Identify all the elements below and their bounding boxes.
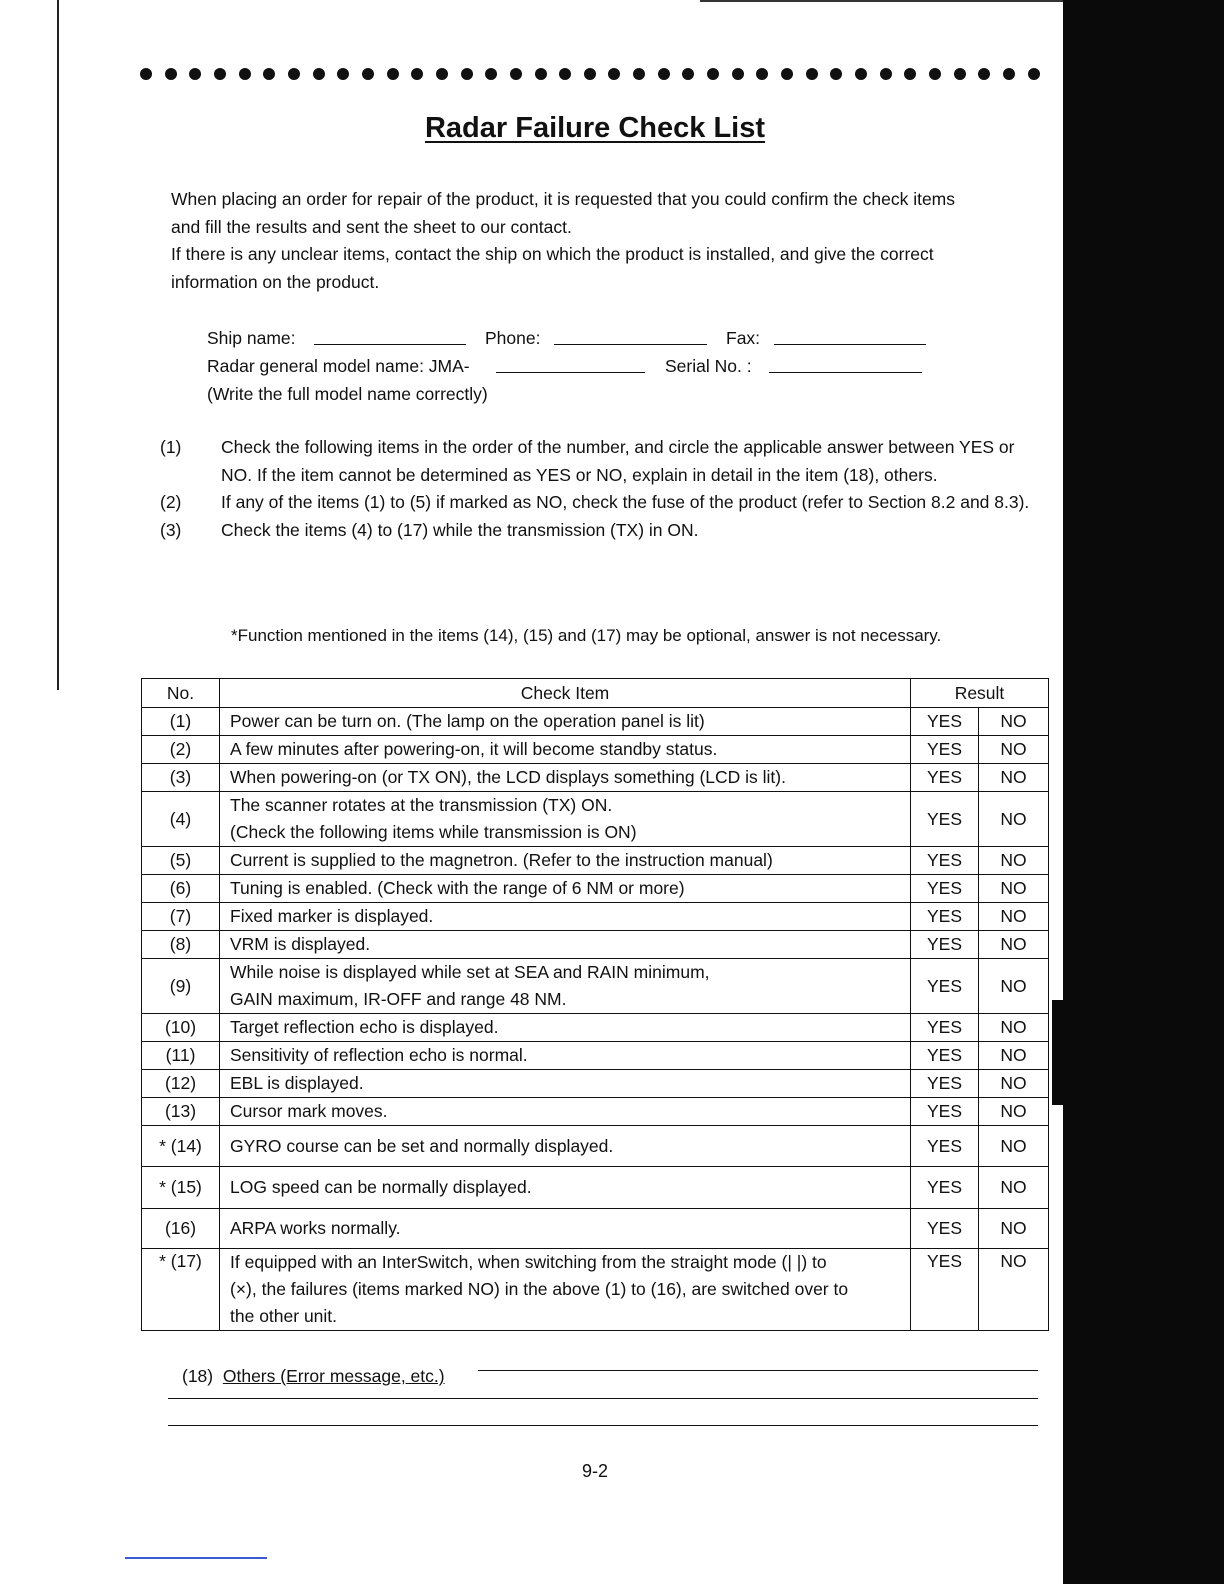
- check-item-line: (Check the following items while transmission is ON): [230, 822, 637, 842]
- check-item-line: VRM is displayed.: [230, 934, 371, 954]
- divider-dot: [461, 68, 473, 80]
- check-item-text: [220, 764, 911, 792]
- divider-dot: [189, 68, 201, 80]
- check-item-line: If equipped with an InterSwitch, when switching from the straight mode (| |) to: [230, 1252, 827, 1272]
- divider-dot: [830, 68, 842, 80]
- check-item-text: [220, 847, 911, 875]
- check-item-line: Cursor mark moves.: [230, 1101, 388, 1121]
- check-item-text: [220, 1042, 911, 1070]
- table-row: [142, 1209, 1049, 1249]
- result-no[interactable]: NO: [979, 1209, 1049, 1249]
- divider-dot: [855, 68, 867, 80]
- serial-no-field[interactable]: [769, 372, 922, 373]
- row-number: (5): [142, 847, 220, 875]
- scan-left-edge: [57, 0, 59, 690]
- ship-name-label: Ship name:: [207, 328, 296, 348]
- result-no[interactable]: NO: [979, 736, 1049, 764]
- check-item-text: [220, 1249, 911, 1331]
- page-number: 9-2: [581, 1461, 608, 1481]
- check-item-text: [220, 959, 911, 1014]
- table-row: [142, 847, 1049, 875]
- row-number: (10): [142, 1014, 220, 1042]
- divider-dot: [707, 68, 719, 80]
- check-item-line: GAIN maximum, IR-OFF and range 48 NM.: [230, 989, 567, 1009]
- result-yes[interactable]: YES: [911, 708, 979, 736]
- divider-dot: [411, 68, 423, 80]
- check-item-text: [220, 708, 911, 736]
- row-number: (13): [142, 1098, 220, 1126]
- scan-bottom-mark: [125, 1557, 267, 1559]
- step-text: Check the following items in the order of the number, and circle the applicable answer between YES or NO. If the item cannot be determined as YES or NO, explain in detail in the item (18), others.: [221, 437, 1015, 485]
- check-item-line: The scanner rotates at the transmission (TX) ON.: [230, 795, 613, 815]
- divider-dot: [510, 68, 522, 80]
- result-no[interactable]: NO: [979, 903, 1049, 931]
- result-no[interactable]: NO: [979, 1249, 1049, 1331]
- result-yes[interactable]: YES: [911, 1042, 979, 1070]
- row-number: (8): [142, 931, 220, 959]
- result-yes[interactable]: YES: [911, 1209, 979, 1249]
- divider-dot: [682, 68, 694, 80]
- optional-note: *Function mentioned in the items (14), (15) and (17) may be optional, answer is not necessary.: [231, 626, 942, 645]
- row-number: (16): [142, 1209, 220, 1249]
- step-text: If any of the items (1) to (5) if marked as NO, check the fuse of the product (refer to Section 8.2 and 8.3).: [221, 492, 1030, 512]
- step-item: [160, 517, 1040, 545]
- result-no[interactable]: NO: [979, 959, 1049, 1014]
- scan-margin-band: [1063, 0, 1224, 1584]
- result-yes[interactable]: YES: [911, 1070, 979, 1098]
- result-yes[interactable]: YES: [911, 959, 979, 1014]
- divider-dot: [658, 68, 670, 80]
- divider-dot: [954, 68, 966, 80]
- row-number: (12): [142, 1070, 220, 1098]
- divider-dot: [485, 68, 497, 80]
- divider-dot: [337, 68, 349, 80]
- check-item-text: [220, 1098, 911, 1126]
- result-yes[interactable]: YES: [911, 1014, 979, 1042]
- step-number: (3): [160, 519, 182, 540]
- divider-dot: [214, 68, 226, 80]
- check-item-line: LOG speed can be normally displayed.: [230, 1177, 532, 1197]
- others-answer-line[interactable]: [168, 1424, 1038, 1426]
- check-item-line: GYRO course can be set and normally displayed.: [230, 1135, 614, 1156]
- instruction-steps: [160, 434, 1040, 544]
- check-item-line: ARPA works normally.: [230, 1218, 401, 1238]
- result-no[interactable]: NO: [979, 764, 1049, 792]
- divider-dot: [608, 68, 620, 80]
- divider-dot: [559, 68, 571, 80]
- check-item-text: [220, 1167, 911, 1209]
- result-no[interactable]: NO: [979, 708, 1049, 736]
- divider-dot: [806, 68, 818, 80]
- check-item-text: [220, 1209, 911, 1249]
- check-item-line: Target reflection echo is displayed.: [230, 1017, 499, 1037]
- check-item-text: [220, 1070, 911, 1098]
- check-item-text: [220, 931, 911, 959]
- step-item: [160, 434, 1040, 489]
- result-no[interactable]: NO: [979, 1042, 1049, 1070]
- others-answer-line[interactable]: [168, 1397, 1038, 1399]
- others-number: (18): [182, 1366, 214, 1386]
- fax-label: Fax:: [726, 328, 761, 348]
- table-row: [142, 903, 1049, 931]
- table-row: [142, 736, 1049, 764]
- phone-field[interactable]: [554, 344, 707, 345]
- divider-dot: [732, 68, 744, 80]
- divider-dot: [165, 68, 177, 80]
- divider-dot: [781, 68, 793, 80]
- divider-dot: [756, 68, 768, 80]
- check-item-line: When powering-on (or TX ON), the LCD displays something (LCD is lit).: [230, 767, 786, 787]
- divider-dot: [633, 68, 645, 80]
- result-no[interactable]: NO: [979, 1167, 1049, 1209]
- table-row: [142, 959, 1049, 1014]
- table-row: [142, 875, 1049, 903]
- divider-dot: [436, 68, 448, 80]
- check-item-line: Current is supplied to the magnetron. (Refer to the instruction manual): [230, 850, 773, 870]
- check-item-line: Tuning is enabled. (Check with the range of 6 NM or more): [230, 878, 685, 898]
- result-no[interactable]: NO: [979, 792, 1049, 847]
- check-item-line: the other unit.: [230, 1306, 338, 1326]
- result-yes[interactable]: YES: [911, 931, 979, 959]
- divider-dot: [584, 68, 596, 80]
- model-name-label: Radar general model name: JMA-: [207, 356, 470, 376]
- row-number: (2): [142, 736, 220, 764]
- result-yes[interactable]: YES: [911, 1249, 979, 1331]
- table-row: [142, 764, 1049, 792]
- row-number: * (17): [142, 1249, 220, 1331]
- row-number: (7): [142, 903, 220, 931]
- result-no[interactable]: NO: [979, 1070, 1049, 1098]
- section-tab-mark: [1052, 1000, 1066, 1105]
- check-item-text: [220, 792, 911, 847]
- step-item: [160, 489, 1040, 517]
- divider-dot: [978, 68, 990, 80]
- others-label: Others (Error message, etc.): [222, 1366, 445, 1386]
- check-item-text: [220, 875, 911, 903]
- row-number: (9): [142, 959, 220, 1014]
- row-number: * (14): [142, 1126, 220, 1167]
- check-item-line: EBL is displayed.: [230, 1073, 364, 1093]
- step-number: (2): [160, 492, 182, 512]
- intro-line: When placing an order for repair of the product, it is requested that you could confirm the check items: [171, 189, 956, 209]
- table-row: [142, 708, 1049, 736]
- divider-dot: [904, 68, 916, 80]
- ship-name-field[interactable]: [314, 344, 466, 345]
- row-number: (11): [142, 1042, 220, 1070]
- table-row: [142, 792, 1049, 847]
- check-item-line: Fixed marker is displayed.: [230, 906, 434, 926]
- divider-dot: [239, 68, 251, 80]
- table-row: [142, 1167, 1049, 1209]
- result-no[interactable]: NO: [979, 1014, 1049, 1042]
- row-number: (3): [142, 764, 220, 792]
- result-no[interactable]: NO: [979, 1126, 1049, 1167]
- check-item-text: [220, 1126, 911, 1167]
- table-row: [142, 1098, 1049, 1126]
- check-item-text: [220, 903, 911, 931]
- intro-line: and fill the results and sent the sheet to our contact.: [171, 216, 572, 237]
- table-row: [142, 1249, 1049, 1331]
- dot-divider: [140, 68, 1040, 80]
- table-header-row: [142, 679, 1049, 708]
- divider-dot: [362, 68, 374, 80]
- others-answer-line[interactable]: [478, 1369, 1038, 1371]
- result-yes[interactable]: YES: [911, 764, 979, 792]
- phone-label: Phone:: [485, 328, 541, 348]
- intro-line: information on the product.: [171, 271, 380, 292]
- row-number: (6): [142, 875, 220, 903]
- product-info-fields: [207, 324, 967, 408]
- result-yes[interactable]: YES: [911, 875, 979, 903]
- result-no[interactable]: NO: [979, 1098, 1049, 1126]
- divider-dot: [288, 68, 300, 80]
- serial-no-label: Serial No. :: [665, 356, 752, 376]
- divider-dot: [1003, 68, 1015, 80]
- result-no[interactable]: NO: [979, 875, 1049, 903]
- divider-dot: [387, 68, 399, 80]
- header-no: No.: [142, 679, 220, 708]
- table-row: [142, 1126, 1049, 1167]
- result-yes[interactable]: YES: [911, 792, 979, 847]
- check-item-text: [220, 736, 911, 764]
- scan-top-edge: [700, 0, 1063, 2]
- intro-text: [171, 186, 1041, 296]
- result-yes[interactable]: YES: [911, 736, 979, 764]
- table-row: [142, 1042, 1049, 1070]
- model-note: (Write the full model name correctly): [207, 384, 488, 404]
- intro-line: If there is any unclear items, contact the ship on which the product is installed, and give the correct: [171, 244, 934, 264]
- divider-dot: [140, 68, 152, 80]
- divider-dot: [929, 68, 941, 80]
- header-check-item: Check Item: [220, 679, 911, 708]
- result-yes[interactable]: YES: [911, 1167, 979, 1209]
- check-table: [141, 678, 1049, 1331]
- row-number: (1): [142, 708, 220, 736]
- check-item-text: [220, 1014, 911, 1042]
- divider-dot: [535, 68, 547, 80]
- check-item-line: A few minutes after powering-on, it will become standby status.: [230, 739, 718, 759]
- check-item-line: (×), the failures (items marked NO) in the above (1) to (16), are switched over to: [230, 1279, 849, 1299]
- check-item-line: While noise is displayed while set at SEA and RAIN minimum,: [230, 962, 710, 982]
- result-no[interactable]: NO: [979, 847, 1049, 875]
- step-text: Check the items (4) to (17) while the transmission (TX) in ON.: [221, 519, 699, 540]
- model-name-field[interactable]: [496, 372, 645, 373]
- divider-dot: [1028, 68, 1040, 80]
- divider-dot: [880, 68, 892, 80]
- table-row: [142, 1070, 1049, 1098]
- header-result: Result: [911, 679, 1049, 708]
- result-yes[interactable]: YES: [911, 1126, 979, 1167]
- step-number: (1): [160, 437, 182, 457]
- result-yes[interactable]: YES: [911, 903, 979, 931]
- result-yes[interactable]: YES: [911, 1098, 979, 1126]
- result-yes[interactable]: YES: [911, 847, 979, 875]
- table-row: [142, 1014, 1049, 1042]
- check-item-line: Power can be turn on. (The lamp on the operation panel is lit): [230, 711, 705, 731]
- page-title: Radar Failure Check List: [424, 112, 766, 144]
- divider-dot: [263, 68, 275, 80]
- check-item-line: Sensitivity of reflection echo is normal.: [230, 1045, 528, 1065]
- result-no[interactable]: NO: [979, 931, 1049, 959]
- row-number: (4): [142, 792, 220, 847]
- table-row: [142, 931, 1049, 959]
- row-number: * (15): [142, 1167, 220, 1209]
- divider-dot: [313, 68, 325, 80]
- fax-field[interactable]: [774, 344, 926, 345]
